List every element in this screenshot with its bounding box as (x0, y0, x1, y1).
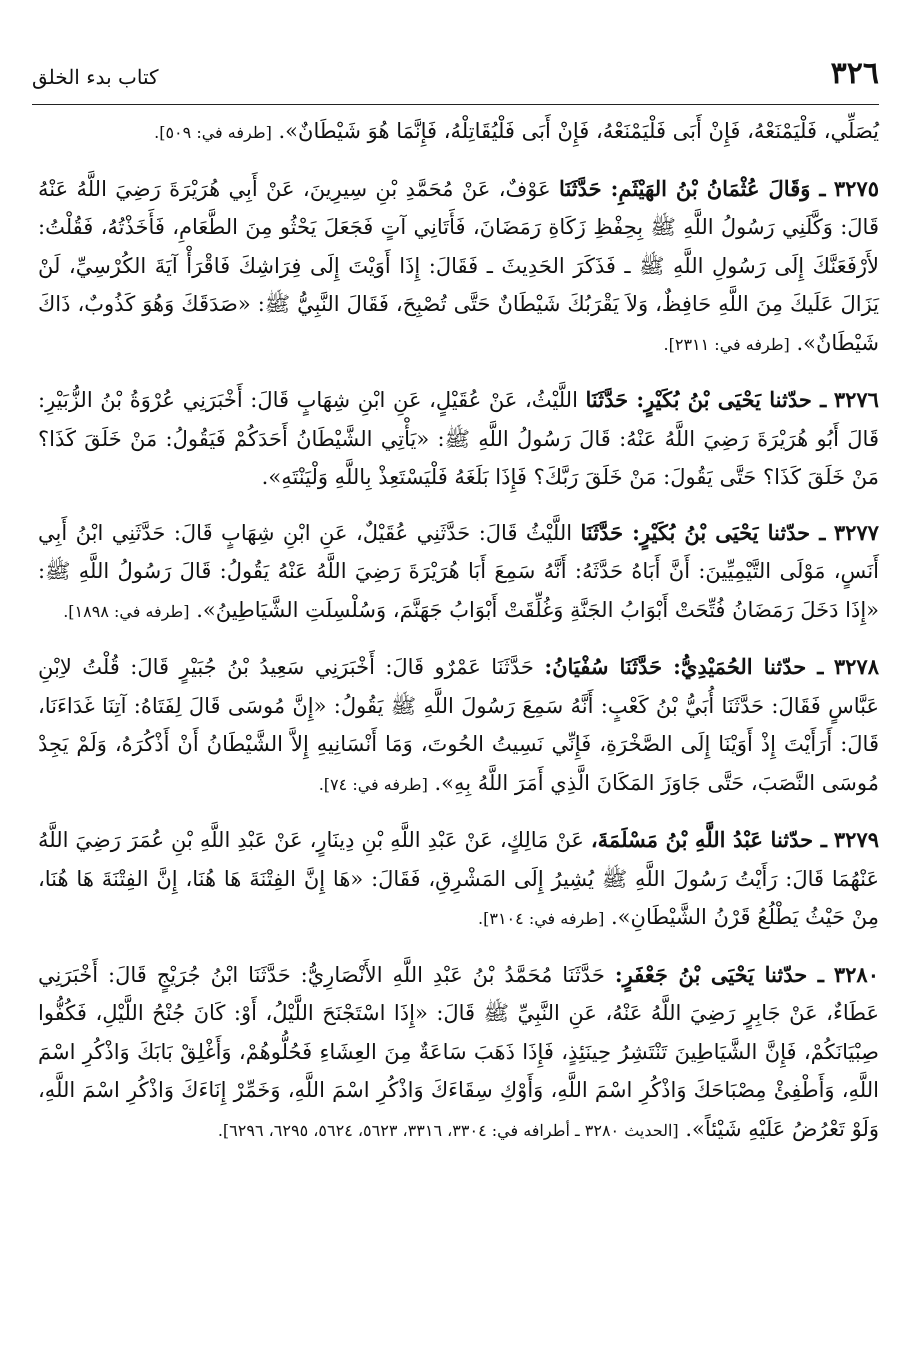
hadith-3276 (38, 381, 879, 497)
hadith-3278 (38, 648, 879, 804)
page-header (32, 50, 879, 100)
hadith-number: ٣٢٨٠ (833, 961, 879, 987)
hadith-number: ٣٢٧٦ (833, 387, 879, 412)
hadith-narrator: ـ حدّثنا يَحْيَى بْنُ جَعْفَرٍ: (614, 961, 824, 987)
hadith-text: حَدَّثَنَا مُحَمَّدُ بْنُ عَبْدِ اللَّهِ الأَنْصَارِيُّ: حَدَّثَنَا ابْنُ جُرَيْجٍ قَالَ: أَخْبَرَنِي عَطَاءٌ، عَنْ جَابِرٍ رَضِيَ اللَّهُ عَنْهُ، عَنِ النَّبِيِّ ﷺ قَالَ: «إِذَا اسْتَجْنَحَ اللَّيْلُ، أَوْ: كَانَ جُنْحُ اللَّيْلِ، فَكُفُّوا صِبْيَانَكُمْ، فَإِنَّ الشَّيَاطِينَ تَنْتَشِرُ حِينَئِذٍ، فَإِذَا ذَهَبَ سَاعَةٌ مِنَ العِشَاءِ فَحُلُّوهُمْ، وَأَغْلِقْ بَابَكَ وَاذْكُرِ اسْمَ اللَّهِ، وَأَطْفِئْ مِصْبَاحَكَ وَاذْكُرِ اسْمَ اللَّهِ، وَأَوْكِ سِقَاءَكَ وَاذْكُرِ اسْمَ اللَّهِ، وَخَمِّرْ إِنَاءَكَ وَاذْكُرِ اسْمَ اللَّهِ، وَلَوْ تَعْرُضُ عَلَيْهِ شَيْئاً». (38, 962, 879, 1141)
hadith-narrator: ـ حدّثنا الحُمَيْدِيُّ: حَدَّثَنَا سُفْيَانُ: (544, 654, 824, 679)
page-number: ٣٢٦ (830, 56, 879, 91)
header-divider (32, 104, 879, 105)
continuation-reference: [طرفه في: ٥٠٩]. (154, 123, 272, 142)
hadith-text: عَنْ مَالِكٍ، عَنْ عَبْدِ اللَّهِ بْنِ دِينَارٍ، عَنْ عَبْدِ اللَّهِ بْنِ عُمَرَ رَضِيَ اللَّهُ عَنْهُمَا قَالَ: رَأَيْتُ رَسُولَ اللَّهِ ﷺ يُشِيرُ إِلَى المَشْرِقِ، فَقَالَ: «هَا إِنَّ الفِتْنَةَ هَا هُنَا، إِنَّ الفِتْنَةَ هَا هُنَا، مِنْ حَيْثُ يَطْلُعُ قَرْنُ الشَّيْطَانِ». (38, 828, 879, 929)
hadith-number: ٣٢٧٨ (833, 654, 879, 679)
hadith-3275 (38, 170, 879, 365)
continuation-text: يُصَلِّي، فَلْيَمْنَعْهُ، فَإِنْ أَبَى فَلْيَمْنَعْهُ، فَإِنْ أَبَى فَلْيُقَاتِلْهُ، فَإِنَّمَا هُوَ شَيْطَانٌ». (278, 119, 879, 143)
hadith-narrator: ـ وَقَالَ عُثْمَانُ بْنُ الهَيْثَمِ: حَدَّثَنَا (559, 175, 826, 201)
hadith-narrator: ـ حدّثنا يَحْيَى بْنُ بُكَيْرٍ: حَدَّثَنَا (580, 519, 826, 545)
hadith-number: ٣٢٧٧ (833, 519, 879, 545)
hadith-reference: [طرفه في: ١٨٩٨]. (63, 601, 190, 621)
hadith-text: عَوْفٌ، عَنْ مُحَمَّدِ بْنِ سِيرِينَ، عَنْ أَبِي هُرَيْرَةَ رَضِيَ اللَّهُ عَنْهُ قَالَ: وَكَّلَنِي رَسُولُ اللَّهِ ﷺ بِحِفْظِ زَكَاةِ رَمَضَانَ، فَأَتَانِي آتٍ فَجَعَلَ يَحْثُو مِنَ الطَّعَامِ، فَأَخَذْتُهُ، فَقُلْتُ: لأَرْفَعَنَّكَ إِلَى رَسُولِ اللَّهِ ﷺ ـ فَذَكَرَ الحَدِيثَ ـ فَقَالَ: إِذَا أَوَيْتَ إِلَى فِرَاشِكَ فَاقْرَأْ آيَةَ الكُرْسِيِّ، لَنْ يَزَالَ عَلَيكَ مِنَ اللَّهِ حَافِظٌ، وَلاَ يَقْرَبُكَ شَيْطَانٌ حَتَّى تُصْبِحَ، فَقَالَ النَّبِيُّ ﷺ: «صَدَقَكَ وَهُوَ كَذُوبٌ، ذَاكَ شَيْطَانٌ». (38, 176, 879, 355)
hadith-3279 (38, 821, 879, 939)
hadith-number: ٣٢٧٥ (833, 175, 879, 201)
hadith-reference: [طرفه في: ٧٤]. (318, 774, 428, 794)
hadith-3280 (38, 956, 879, 1151)
hadith-narrator: ـ حدّثنا عَبْدُ اللَّهِ بْنُ مَسْلَمَةَ، (590, 827, 827, 852)
book-title: كتاب بدء الخلق (32, 65, 159, 89)
page-body (38, 112, 879, 1150)
hadith-reference: [الحديث ٣٢٨٠ ـ أطرافه في: ٣٣٠٤، ٣٣١٦، ٥٦٢٣، ٥٦٢٤، ٦٢٩٥، ٦٢٩٦]. (217, 1120, 679, 1140)
hadith-number: ٣٢٧٩ (833, 827, 879, 852)
hadith-reference: [طرفه في: ٣١٠٤]. (478, 909, 605, 928)
hadith-reference: [طرفه في: ٢٣١١]. (663, 334, 790, 354)
hadith-text: اللَّيْثُ قَالَ: حَدَّثَنِي عُقَيْلٌ، عَنِ ابْنِ شِهَابٍ قَالَ: حَدَّثَنِي ابْنُ أَبِي أَنَسٍ، مَوْلَى التَّيْمِيِّينَ: أَنَّ أَبَاهُ حَدَّثَهُ: أَنَّهُ سَمِعَ أَبَا هُرَيْرَةَ رَضِيَ اللَّهُ عَنْهُ يَقُولُ: قَالَ رَسُولُ اللَّهِ ﷺ: «إِذَا دَخَلَ رَمَضَانُ فُتِّحَتْ أَبْوَابُ الجَنَّةِ وَغُلِّقَتْ أَبْوَابُ جَهَنَّمَ، وَسُلْسِلَتِ الشَّيَاطِينُ». (38, 520, 879, 622)
hadith-3277 (38, 514, 879, 632)
continuation-paragraph (38, 112, 879, 153)
hadith-text: حَدَّثَنَا عَمْرٌو قَالَ: أَخْبَرَنِي سَعِيدُ بْنُ جُبَيْرٍ قَالَ: قُلْتُ لاِبْنِ عَبَّاسٍ فَقَالَ: حَدَّثَنَا أُبَيُّ بْنُ كَعْبٍ: أَنَّهُ سَمِعَ رَسُولَ اللَّهِ ﷺ يَقُولُ: «إِنَّ مُوسَى قَالَ لِفَتَاهُ: آتِنَا غَدَاءَنَا، قَالَ: أَرَأَيْتَ إِذْ أَوَيْنَا إِلَى الصَّخْرَةِ، فَإِنِّي نَسِيتُ الحُوتَ، وَمَا أَنْسَانِيهِ إِلاَّ الشَّيْطَانُ أَنْ أَذْكُرَهُ، وَلَمْ يَجِدْ مُوسَى النَّصَبَ، حَتَّى جَاوَزَ المَكَانَ الَّذِي أَمَرَ اللَّهُ بِهِ». (38, 655, 879, 795)
hadith-text: اللَّيْثُ، عَنْ عُقَيْلٍ، عَنِ ابْنِ شِهَابٍ قَالَ: أَخْبَرَنِي عُرْوَةُ بْنُ الزُّبَيْرِ: قَالَ أَبُو هُرَيْرَةَ رَضِيَ اللَّهُ عَنْهُ: قَالَ رَسُولُ اللَّهِ ﷺ: «يَأْتِي الشَّيْطَانُ أَحَدَكُمْ فَيَقُولُ: مَنْ خَلَقَ كَذَا؟ مَنْ خَلَقَ كَذَا؟ حَتَّى يَقُولَ: مَنْ خَلَقَ رَبَّكَ؟ فَإِذَا بَلَغَهُ فَلْيَسْتَعِذْ بِاللَّهِ وَلْيَنْتَهِ». (38, 388, 879, 489)
hadith-narrator: ـ حدّثنا يَحْيَى بْنُ بُكَيْرٍ: حَدَّثَنَا (585, 387, 827, 412)
